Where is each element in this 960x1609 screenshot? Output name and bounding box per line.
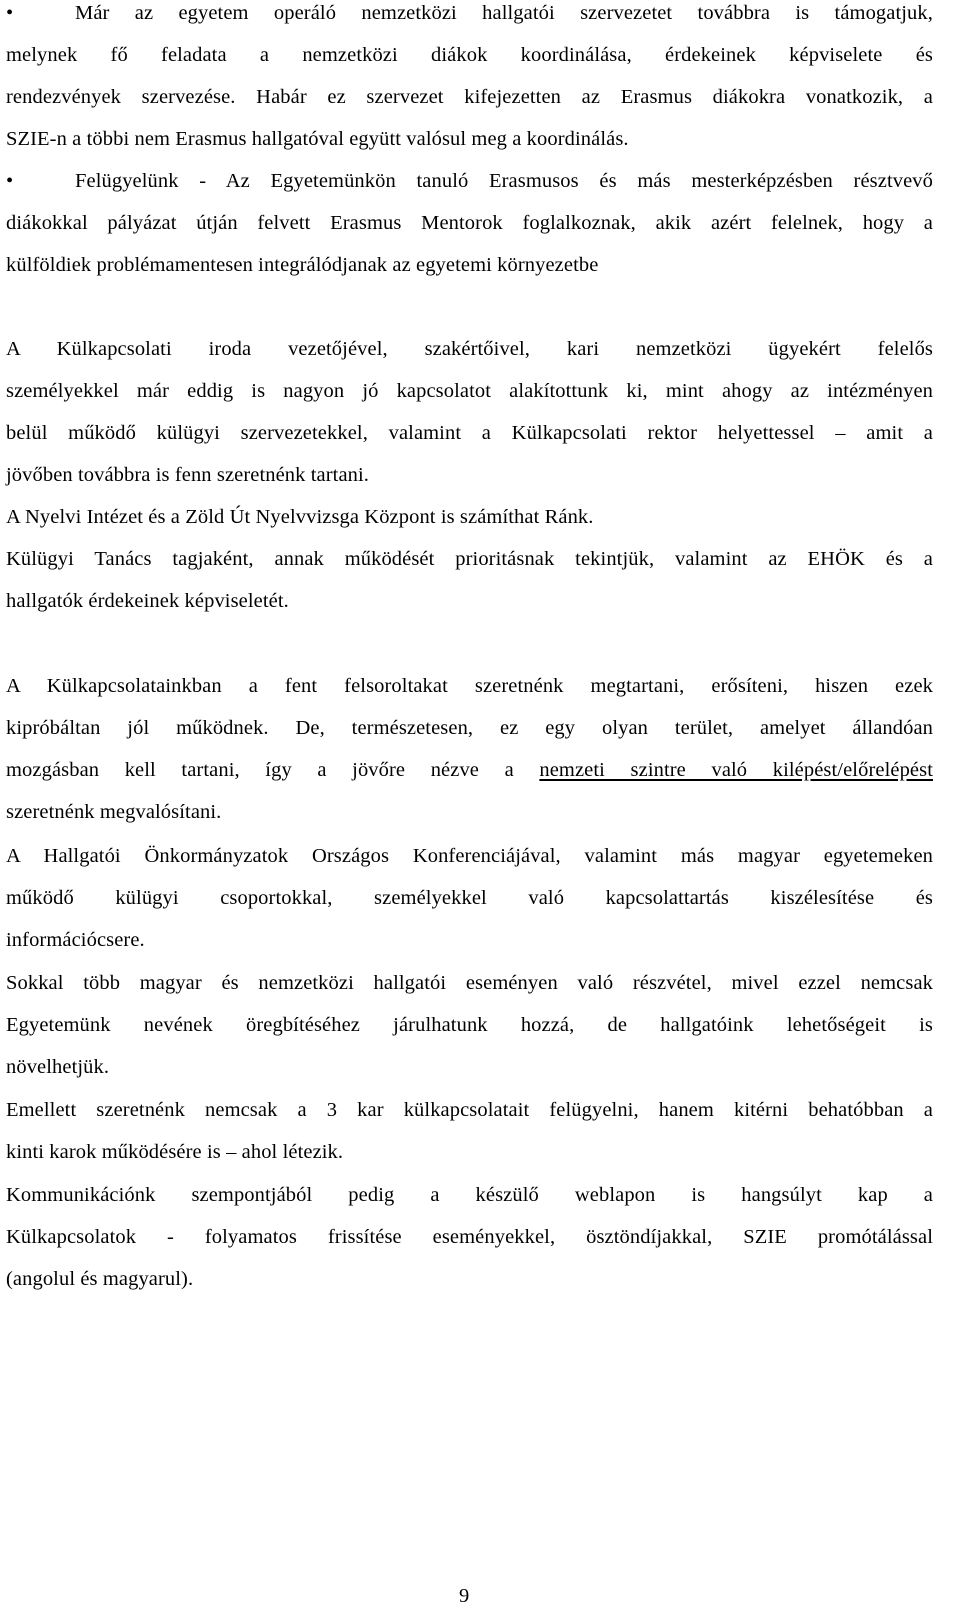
bullet-2-line-1: Felügyelünk - Az Egyetemünkön tanuló Erasmusos és más mesterképzésben résztvevő xyxy=(75,170,933,192)
paragraph-8-line-1: Kommunikációnk szempontjából pedig a készülő weblapon is hangsúlyt kap a xyxy=(6,1184,933,1206)
paragraph-6-line-2: Egyetemünk nevének öregbítéséhez járulhatunk hozzá, de hallgatóink lehetőségeit is xyxy=(6,1014,933,1036)
bullet-1-line-3: rendezvények szervezése. Habár ez szervezet kifejezetten az Erasmus diákokra vonatkozik, a xyxy=(6,86,933,108)
bullet-2-line-3: külföldiek problémamentesen integrálódjanak az egyetemi környezetbe xyxy=(6,254,599,276)
bullet-1-line-4: SZIE-n a többi nem Erasmus hallgatóval együtt valósul meg a koordinálás. xyxy=(6,128,629,150)
paragraph-8-line-3: (angolul és magyarul). xyxy=(6,1268,194,1290)
paragraph-1-line-3: belül működő külügyi szervezetekkel, valamint a Külkapcsolati rektor helyettessel – amit a xyxy=(6,422,933,444)
underlined-phrase: nemzeti szintre való kilépést/előrelépést xyxy=(539,759,933,781)
paragraph-2-line-1: A Nyelvi Intézet és a Zöld Út Nyelvvizsga Központ is számíthat Ránk. xyxy=(6,506,594,528)
paragraph-5-line-1: A Hallgatói Önkormányzatok Országos Konferenciájával, valamint más magyar egyetemeken xyxy=(6,845,933,867)
bullet-marker: • xyxy=(6,2,14,24)
bullet-2-line-2: diákokkal pályázat útján felvett Erasmus Mentorok foglalkoznak, akik azért felelnek, hogy a xyxy=(6,212,933,234)
paragraph-7-line-2: kinti karok működésére is – ahol létezik. xyxy=(6,1141,344,1163)
paragraph-6-line-1: Sokkal több magyar és nemzetközi hallgatói eseményen való részvétel, mivel ezzel nemcsak xyxy=(6,972,933,994)
paragraph-1-line-1: A Külkapcsolati iroda vezetőjével, szakértőivel, kari nemzetközi ügyekért felelős xyxy=(6,338,933,360)
paragraph-1-line-2: személyekkel már eddig is nagyon jó kapcsolatot alakítottunk ki, mint ahogy az intézményen xyxy=(6,380,933,402)
bullet-marker: • xyxy=(6,170,14,192)
paragraph-6-line-3: növelhetjük. xyxy=(6,1056,110,1078)
paragraph-8-line-2: Külkapcsolatok - folyamatos frissítése eseményekkel, ösztöndíjakkal, SZIE promótálással xyxy=(6,1226,933,1248)
bullet-1-line-2: melynek fő feladata a nemzetközi diákok koordinálása, érdekeinek képviselete és xyxy=(6,44,933,66)
paragraph-3-line-1: Külügyi Tanács tagjaként, annak működését prioritásnak tekintjük, valamint az EHÖK és a xyxy=(6,548,933,570)
paragraph-7-line-1: Emellett szeretnénk nemcsak a 3 kar külkapcsolatait felügyelni, hanem kitérni behatóbban a xyxy=(6,1099,933,1121)
page-number: 9 xyxy=(459,1585,470,1607)
paragraph-4-line-2: kipróbáltan jól működnek. De, természetesen, ez egy olyan terület, amelyet állandóan xyxy=(6,717,933,739)
paragraph-1-line-4: jövőben továbbra is fenn szeretnénk tartani. xyxy=(6,464,370,486)
paragraph-5-line-2: működő külügyi csoportokkal, személyekkel való kapcsolattartás kiszélesítése és xyxy=(6,887,933,909)
paragraph-5-line-3: információcsere. xyxy=(6,929,145,951)
paragraph-4-line-3-text: mozgásban kell tartani, így a jövőre nézve a xyxy=(6,759,540,781)
bullet-1-line-1: Már az egyetem operáló nemzetközi hallgatói szervezetet továbbra is támogatjuk, xyxy=(75,2,933,24)
paragraph-4-line-4: szeretnénk megvalósítani. xyxy=(6,801,222,823)
paragraph-4-line-3 xyxy=(6,757,933,783)
paragraph-4-line-1: A Külkapcsolatainkban a fent felsoroltakat szeretnénk megtartani, erősíteni, hiszen ezek xyxy=(6,675,933,697)
paragraph-3-line-2: hallgatók érdekeinek képviseletét. xyxy=(6,590,289,612)
